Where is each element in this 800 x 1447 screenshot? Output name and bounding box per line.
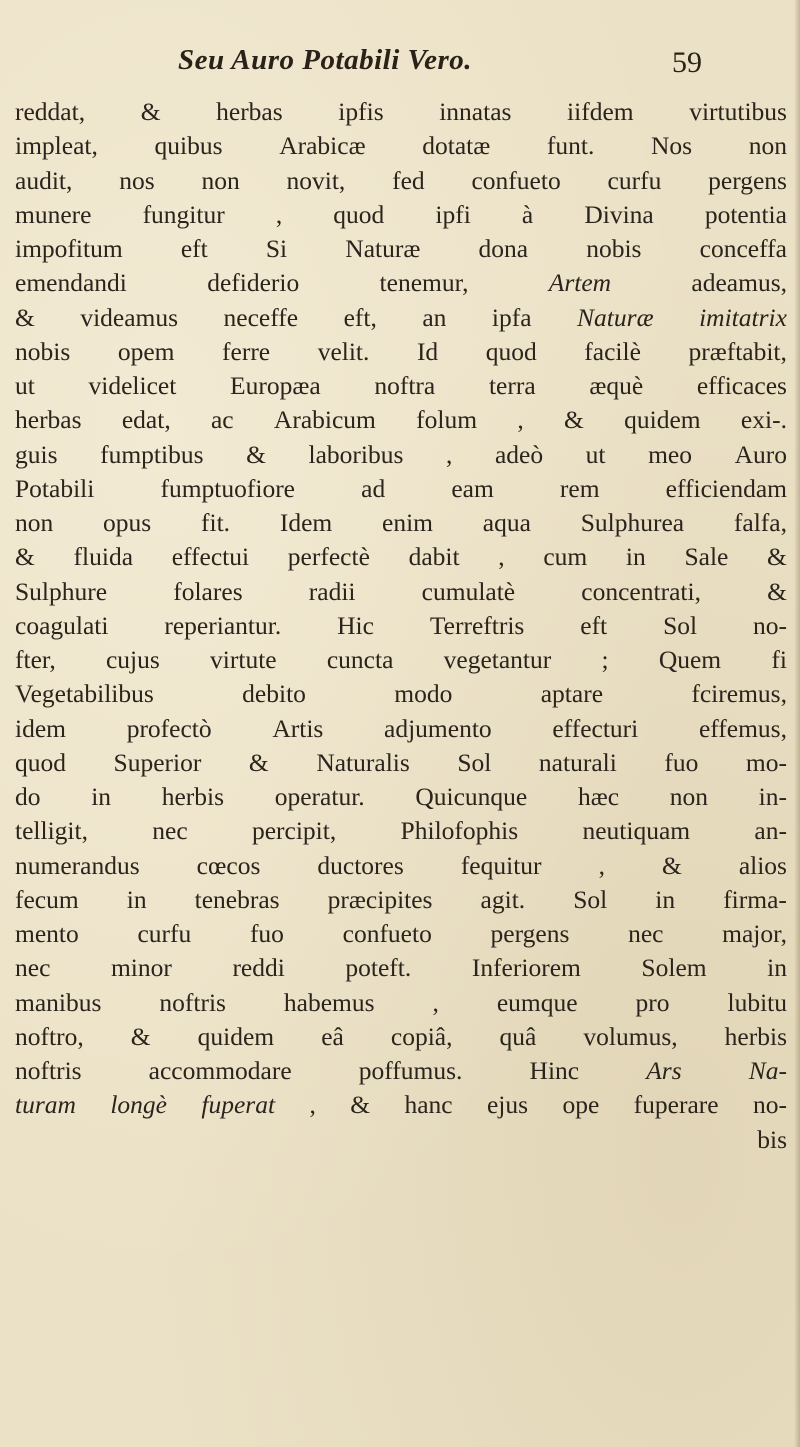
word: videlicet (88, 371, 177, 400)
word: noftris (15, 1056, 82, 1085)
word: profectò (126, 713, 212, 743)
word: cœcos (196, 850, 261, 880)
word: & (130, 1021, 151, 1051)
word: eumque (496, 987, 578, 1017)
word: Artis (272, 713, 324, 743)
word: eft (180, 234, 208, 263)
word: Id (416, 336, 439, 366)
word: Hic (337, 610, 374, 640)
word: poteft. (345, 953, 412, 983)
word: effectui (171, 542, 250, 572)
word: aptare (540, 679, 604, 709)
word: quibus (154, 131, 223, 161)
text-line (15, 335, 787, 369)
word: in- (758, 782, 787, 811)
word: edat, (121, 405, 171, 435)
word: , (275, 199, 283, 229)
word: & (15, 542, 35, 572)
word: & (661, 850, 682, 880)
word: Na- (748, 1056, 787, 1085)
word: videamus (80, 302, 179, 332)
word: nec (15, 953, 51, 983)
word: opus (103, 508, 152, 537)
word: noftro, (15, 1021, 84, 1051)
word: in (655, 884, 676, 914)
text-line (15, 472, 787, 506)
word: , (432, 987, 439, 1017)
word: efficiendam (665, 473, 787, 503)
word: ipfis (338, 97, 384, 126)
word: , (446, 439, 453, 469)
word: naturali (538, 747, 617, 777)
word: herbis (161, 782, 225, 811)
word: & (15, 302, 35, 332)
word: eft, (343, 302, 377, 332)
word: effemus, (698, 713, 787, 743)
word: coagulati (15, 610, 109, 640)
word: , (598, 850, 605, 880)
running-head (0, 40, 800, 90)
word: imitatrix (699, 302, 787, 332)
word: eam (451, 473, 494, 503)
word: Nos (651, 131, 693, 161)
word: neutiquam (582, 816, 691, 846)
word: ut (15, 371, 35, 400)
word: pro (635, 987, 670, 1017)
word: & (246, 439, 266, 469)
word: præcipites (327, 884, 433, 914)
word: Hinc (529, 1056, 580, 1085)
word: meo (648, 439, 692, 469)
text-line (15, 814, 787, 848)
word: hanc (404, 1090, 453, 1120)
word: ductores (317, 850, 404, 880)
word: & (248, 747, 269, 777)
word: cum (543, 542, 588, 572)
word: virtutibus (689, 97, 787, 126)
word: effecturi (552, 713, 639, 743)
word: nobis (15, 336, 71, 366)
word: modo (394, 679, 453, 709)
word: do (15, 782, 41, 811)
word: ipfa (491, 302, 532, 332)
text-line (15, 198, 787, 232)
body-text (15, 95, 787, 1157)
word: radii (308, 576, 356, 606)
word: Vegetabilibus (15, 679, 154, 709)
word: Quicunque (415, 782, 528, 811)
word: innatas (439, 97, 512, 126)
word: præftabit, (688, 336, 787, 366)
word: fequitur (460, 850, 542, 880)
text-line (15, 1020, 787, 1054)
word: fuperat (201, 1090, 276, 1120)
word: quidem (624, 405, 701, 435)
word: an (422, 302, 447, 332)
word: dabit (408, 542, 460, 572)
word: quod (15, 747, 66, 777)
page-number: 59 (672, 46, 702, 79)
word: & (140, 97, 161, 126)
word: Divina (584, 199, 654, 229)
word: terra (488, 371, 536, 400)
word: folum (416, 405, 478, 435)
word: eâ (321, 1021, 344, 1051)
text-line (15, 643, 787, 677)
word: Naturæ (345, 234, 421, 263)
word: Artem (548, 268, 612, 298)
word: reperiantur. (164, 610, 282, 640)
word: Arabicum (273, 405, 376, 435)
text-line (15, 232, 787, 266)
word: no- (753, 610, 787, 640)
text-line (15, 540, 787, 574)
text-line (15, 609, 787, 643)
word: Sol (457, 747, 492, 777)
word: fciremus, (691, 679, 787, 709)
word: defiderio (207, 268, 300, 298)
word: ope (562, 1090, 600, 1120)
text-line (15, 712, 787, 746)
word: in (767, 953, 787, 983)
word: hæc (577, 782, 620, 811)
word: impleat, (15, 131, 98, 161)
text-line (15, 883, 787, 917)
word: adeamus, (691, 268, 787, 298)
word: Ars (646, 1056, 682, 1085)
word: alios (738, 850, 787, 880)
word: numerandus (15, 850, 140, 880)
word: nobis (586, 234, 642, 263)
word: in (126, 884, 147, 914)
word: fi (771, 645, 787, 674)
word: iifdem (567, 97, 634, 126)
word: percipit, (251, 816, 337, 846)
word: emendandi (15, 268, 127, 298)
word: folares (173, 576, 243, 606)
word: confueto (471, 165, 561, 195)
text-line (15, 986, 787, 1020)
word: Sulphure (15, 576, 108, 606)
word: potentia (704, 199, 787, 229)
word: fumptibus (100, 439, 204, 469)
word: longè (110, 1090, 167, 1120)
word: quâ (499, 1021, 537, 1051)
word: pergens (490, 919, 570, 948)
text-line (15, 438, 787, 472)
word: ad (361, 473, 386, 503)
text-line (15, 677, 787, 711)
word: curfu (607, 165, 662, 195)
word: idem (15, 713, 66, 743)
word: Arabicæ (279, 131, 366, 161)
word: dotatæ (422, 131, 491, 161)
word: audit, (15, 165, 73, 195)
word: nec (152, 816, 188, 846)
word: mento (15, 919, 79, 948)
word: Si (265, 234, 288, 263)
word: pergens (708, 165, 787, 195)
text-line (15, 746, 787, 780)
word: falfa, (733, 508, 787, 537)
word: tenemur, (379, 268, 469, 298)
word: Philofophis (400, 816, 519, 846)
word: Sulphurea (580, 508, 685, 537)
word: facilè (584, 336, 641, 366)
word: noftra (374, 371, 436, 400)
text-line (15, 164, 787, 198)
word: , (517, 405, 524, 435)
text-line (15, 951, 787, 985)
word: velit. (317, 336, 370, 366)
word: & (767, 542, 787, 572)
text-line (15, 1123, 787, 1157)
text-line (15, 575, 787, 609)
word: cujus (105, 645, 160, 674)
word: ipfi (435, 199, 471, 229)
word: herbas (216, 97, 283, 126)
word: Idem (279, 508, 333, 537)
word: & (767, 576, 787, 606)
word: operatur. (274, 782, 365, 811)
text-line (15, 129, 787, 163)
text-line (15, 849, 787, 883)
word: Superior (113, 747, 202, 777)
word: major, (722, 919, 787, 948)
word: Quem (658, 645, 722, 674)
word: noftris (159, 987, 226, 1017)
word: debito (242, 679, 306, 709)
word: enim (382, 508, 434, 537)
word: Naturalis (316, 747, 410, 777)
word: manibus (15, 987, 102, 1017)
text-line (15, 917, 787, 951)
word: conceffa (699, 234, 787, 263)
word: volumus, (583, 1021, 678, 1051)
word: Potabili (15, 473, 95, 503)
word: æquè (589, 371, 644, 400)
word: Sol (663, 610, 698, 640)
word: Inferiorem (471, 953, 581, 983)
word: non (669, 782, 708, 811)
word: fungitur (142, 199, 225, 229)
word: nos (119, 165, 155, 195)
word: quidem (197, 1021, 275, 1051)
word: ejus (486, 1090, 529, 1120)
word: habemus (283, 987, 375, 1017)
word: dona (478, 234, 529, 263)
text-line (15, 301, 787, 335)
word: confueto (342, 919, 432, 948)
word: fuperare (633, 1090, 719, 1120)
text-line (15, 369, 787, 403)
word: bis (757, 1124, 787, 1154)
text-line (15, 1054, 787, 1088)
word: fuo (249, 919, 284, 948)
word: fter, (15, 645, 56, 674)
word: firma- (723, 884, 787, 914)
word: curfu (137, 919, 192, 948)
word: no- (752, 1090, 787, 1120)
word: & (350, 1090, 371, 1120)
word: quod (333, 199, 385, 229)
word: Sale (684, 542, 729, 572)
word: laboribus (308, 439, 404, 469)
word: virtute (210, 645, 277, 674)
word: turam (15, 1090, 76, 1120)
word: novit, (286, 165, 346, 195)
word: reddat, (15, 97, 86, 126)
word: ferre (222, 336, 271, 366)
word: in (91, 782, 112, 811)
word: non (15, 508, 54, 537)
word: efficaces (696, 371, 787, 400)
word: fluida (73, 542, 134, 572)
word: , (309, 1090, 316, 1120)
word: ut (585, 439, 606, 469)
text-line (15, 1088, 787, 1122)
word: fed (392, 165, 425, 195)
word: opem (117, 336, 175, 366)
word: cuncta (326, 645, 394, 674)
text-line (15, 266, 787, 300)
word: à (521, 199, 534, 229)
word: herbis (724, 1021, 787, 1051)
word: Solem (641, 953, 707, 983)
word: adeò (494, 439, 544, 469)
text-line (15, 506, 787, 540)
word: non (201, 165, 240, 195)
word: fuo (664, 747, 699, 777)
word: concentrati, (581, 576, 701, 606)
word: fecum (15, 884, 79, 914)
word: adjumento (384, 713, 492, 743)
word: funt. (546, 131, 595, 161)
word: accommodare (148, 1056, 292, 1085)
word: cumulatè (421, 576, 516, 606)
word: rem (559, 473, 600, 503)
word: reddi (232, 953, 285, 983)
word: eft (580, 610, 608, 640)
word: tenebras (194, 884, 280, 914)
word: impofitum (15, 234, 123, 263)
text-line (15, 403, 787, 437)
word: agit. (480, 884, 526, 914)
word: guis (15, 439, 58, 469)
word: Sol (573, 884, 608, 914)
word: mo- (745, 747, 787, 777)
running-title: Seu Auro Potabili Vero. (178, 44, 473, 76)
word: copiâ, (390, 1021, 453, 1051)
word: vegetantur (443, 645, 552, 674)
word: quod (485, 336, 537, 366)
page-edge-shadow (794, 0, 800, 1447)
word: , (498, 542, 505, 572)
word: lubitu (727, 987, 787, 1017)
word: telligit, (15, 816, 88, 846)
word: perfectè (287, 542, 370, 572)
word: Europæa (230, 371, 321, 400)
word: non (748, 131, 787, 161)
word: in (625, 542, 646, 572)
word: Terreftris (429, 610, 525, 640)
word: neceffe (223, 302, 299, 332)
word: ac (210, 405, 234, 435)
word: & (564, 405, 584, 435)
word: ; (601, 645, 609, 674)
word: minor (110, 953, 172, 983)
text-line (15, 780, 787, 814)
word: Naturæ (577, 302, 654, 332)
word: munere (15, 199, 92, 229)
word: fit. (201, 508, 231, 537)
word: exi-. (740, 405, 787, 435)
word: Auro (734, 439, 787, 469)
word: aqua (482, 508, 531, 537)
word: nec (628, 919, 664, 948)
word: herbas (15, 405, 82, 435)
word: fumptuofiore (160, 473, 296, 503)
word: an- (754, 816, 787, 846)
text-line (15, 95, 787, 129)
word: poffumus. (358, 1056, 463, 1085)
